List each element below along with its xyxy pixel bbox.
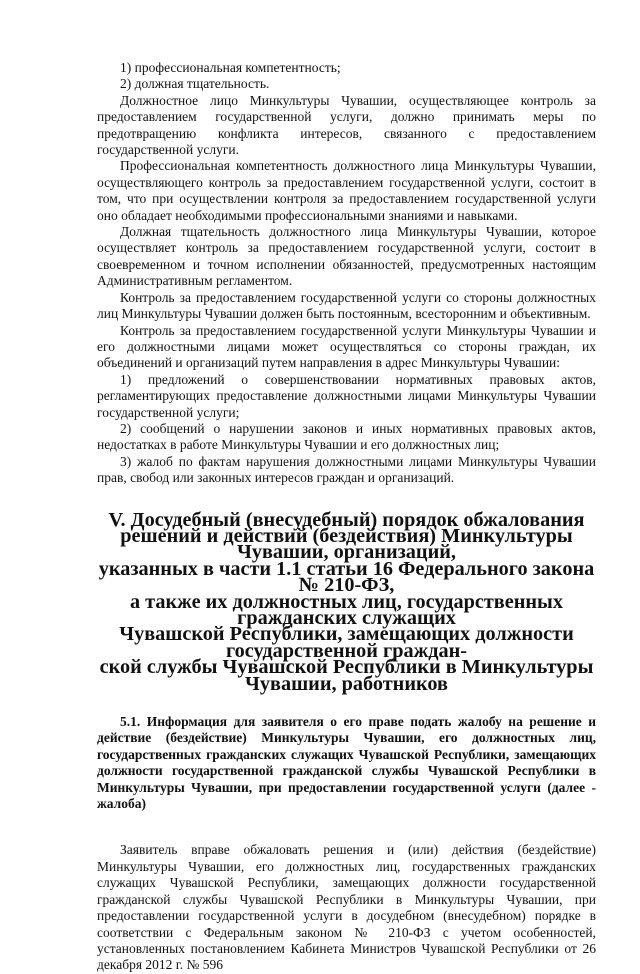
subsection-heading: 5.1. Информация для заявителя о его праве подать жалобу на решение и действие (бездействие) Минкультуры Чувашии, его должностных лиц, государственных гражданских служащих Чувашской Республики, замещающих должности государственной гражданской службы Чувашской Республики в Минкультуры Чувашии, при предоставлении государственной услуги (далее - жалоба) [97, 714, 596, 812]
paragraph-control-officials: Контроль за предоставлением государственной услуги со стороны должностных лиц Минкультуры Чувашии должен быть постоянным, всесторонним и объективным. [97, 289, 596, 322]
section-heading-line: решений и действий (бездействия) Минкультуры Чувашии, организаций, [120, 524, 573, 564]
section-heading-line: ской службы Чувашской Республики в Минкультуры Чувашии, работников [99, 656, 594, 695]
section-heading-line: указанных в части 1.1 статьи 16 Федерального закона № 210-ФЗ, [98, 557, 595, 597]
section-heading-line: V. Досудебный (внесудебный) порядок обжалования [108, 508, 585, 531]
list-item-reports: 2) сообщений о нарушении законов и иных нормативных правовых актов, недостатках в работе Минкультуры Чувашии и его должностных лиц; [97, 420, 596, 453]
section-heading-line: Чувашской Республики, замещающих должности государственной граждан- [119, 623, 574, 662]
paragraph-right-to-appeal: Заявитель вправе обжаловать решения и (или) действия (бездействие) Минкультуры Чувашии, его должностных лиц, государственных гражданских служащих Чувашской Республики, замещающих должности государственной гражданской службы Чувашской Республики в Минкультуры Чувашии, при предоставлении государственной услуги в досудебном (внесудебном) порядке в соответствии с Федеральным законом № 210-ФЗ с учетом особенностей, установленных постановлением Кабинета Министров Чувашской Республики от 26 декабря 2012 г. № 596 [97, 842, 596, 973]
list-item-proposals: 1) предложений о совершенствовании нормативных правовых актов, регламентирующих предоставление должностными лицами Минкультуры Чувашии государственной услуги; [97, 371, 596, 420]
list-item-diligence: 2) должная тщательность. [120, 76, 270, 92]
section-heading-line: а также их должностных лиц, государственных гражданских служащих [129, 590, 563, 629]
paragraph-professional-competence: Профессиональная компетентность должностного лица Минкультуры Чувашии, осуществляющего контроль за предоставлением государственной услуги, состоит в том, что при осуществлении контроля за предоставлением государственной услуги оно обладает необходимыми профессиональными знаниями и навыками. [97, 158, 596, 223]
paragraph-due-diligence: Должная тщательность должностного лица Минкультуры Чувашии, которое осуществляет контроль за предоставлением государственной услуги, состоит в своевременном и точном исполнении обязанностей, предусмотренных настоящим Административным регламентом. [97, 224, 596, 289]
list-item-complaints: 3) жалоб по фактам нарушения должностными лицами Минкультуры Чувашии прав, свобод или законных интересов граждан и организаций. [97, 453, 596, 486]
section-heading [97, 508, 596, 695]
paragraph-control-citizens: Контроль за предоставлением государственной услуги Минкультуры Чувашии и его должностными лицами может осуществляться со стороны граждан, их объединений и организаций путем направления в адрес Минкультуры Чувашии: [97, 322, 596, 371]
list-item-competence: 1) профессиональная компетентность; [120, 60, 341, 75]
paragraph-conflict-of-interest: Должностное лицо Минкультуры Чувашии, осуществляющее контроль за предоставлением государственной услуги, должно принимать меры по предотвращению конфликта интересов, связанного с предоставлением государственной услуги. [97, 92, 596, 158]
